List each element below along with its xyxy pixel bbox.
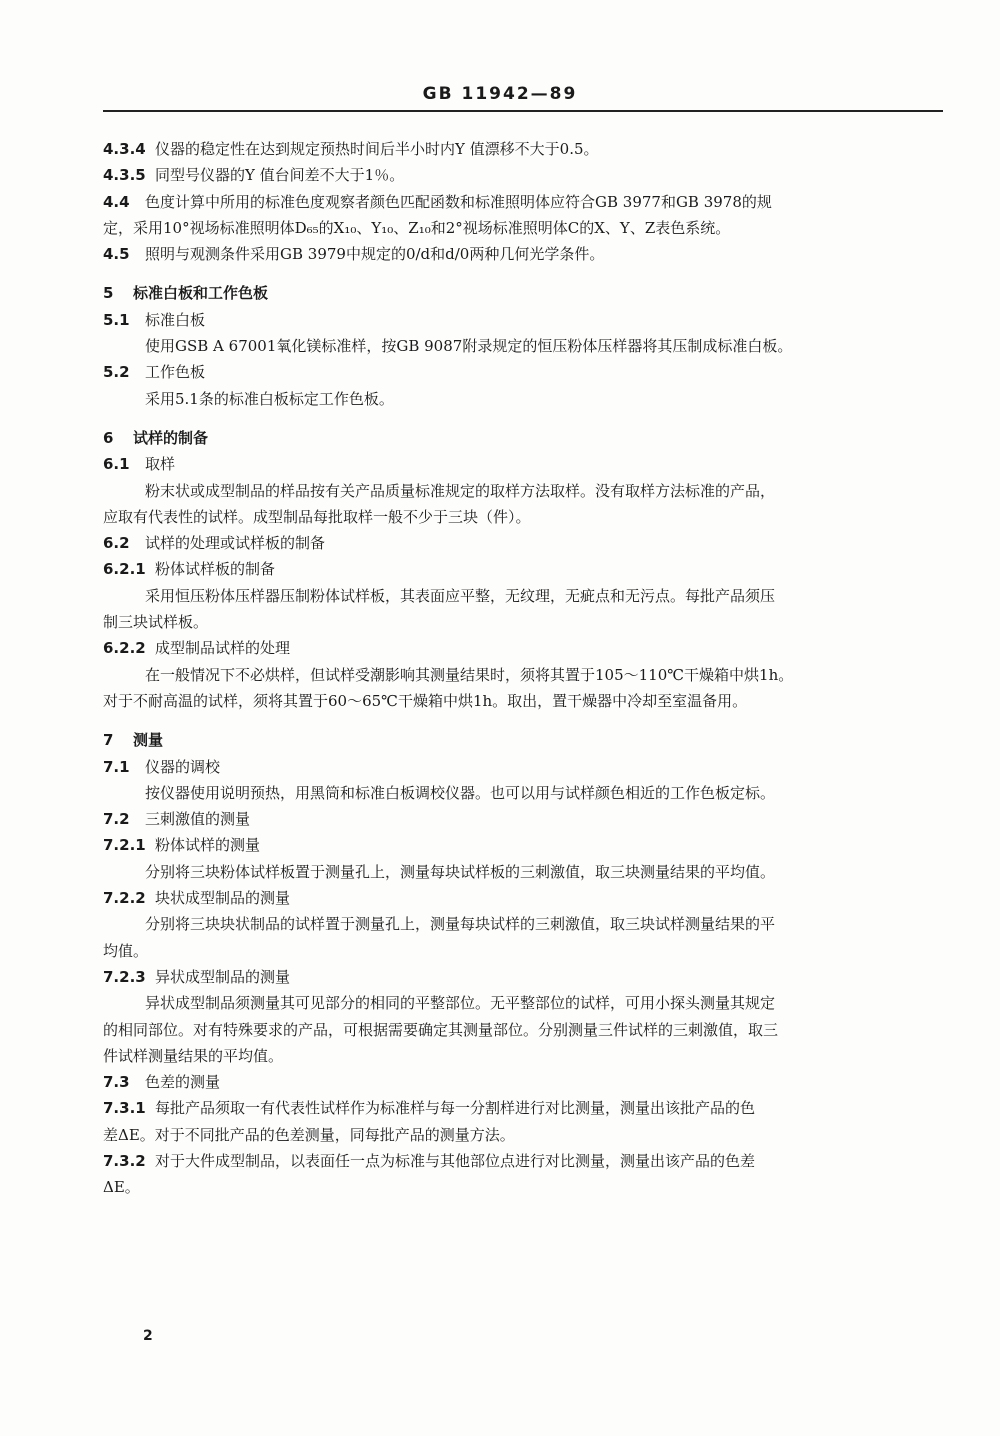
text-line [103,215,943,241]
clause-text: 异状成型制品的测量 [155,967,291,986]
clause-text: 块状成型制品的测量 [155,889,291,908]
text-line [103,990,943,1016]
standard-code-header: GB 11942—89 [422,84,578,104]
text-line [103,780,943,806]
section-gap [103,267,943,280]
clause-text: 均值。 [103,941,149,960]
clause-number: 6.1 [103,455,130,474]
clause-number: 5 [103,284,114,303]
clause-number: 7.2.3 [103,967,146,986]
text-line [103,556,943,582]
text-line [103,1095,943,1121]
text-line [103,307,943,333]
clause-text: 采用5.1条的标准白板标定工作色板。 [145,389,394,408]
header-rule [103,110,943,112]
text-line [103,635,943,661]
clause-text: 分别将三块粉体试样板置于测量孔上，测量每块试样板的三刺激值，取三块测量结果的平均值。 [145,862,776,881]
clause-text: 在一般情况下不必烘样，但试样受潮影响其测量结果时，须将其置于105～110℃干燥箱中烘1h。 [145,665,794,684]
clause-text: 异状成型制品须测量其可见部分的相同的平整部位。无平整部位的试样，可用小探头测量其规定 [145,994,776,1013]
clause-number: 7 [103,731,114,750]
clause-number: 7.3 [103,1073,130,1092]
clause-text: 工作色板 [145,363,206,382]
clause-text: 仪器的稳定性在达到规定预热时间后半小时内Y 值漂移不大于0.5。 [155,140,599,158]
clause-number: 7.2 [103,810,130,829]
clause-text: 测量 [133,731,164,750]
text-line [103,911,943,937]
clause-text: 取样 [145,455,176,474]
document-body [103,136,943,1201]
text-line [103,530,943,556]
text-line [103,583,943,609]
clause-text: 粉体试样的测量 [155,836,261,855]
text-line [103,451,943,477]
text-line [103,478,943,504]
section-gap [103,412,943,425]
text-line [103,885,943,911]
text-line [103,609,943,635]
clause-text: 分别将三块块状制品的试样置于测量孔上，测量每块试样的三刺激值，取三块试样测量结果的平 [145,915,776,934]
clause-text: 粉体试样板的制备 [155,560,276,579]
text-line [103,859,943,885]
clause-text: 色度计算中所用的标准色度观察者颜色匹配函数和标准照明体应符合GB 3977和GB 3978的规 [145,192,772,211]
clause-text: 粉末状或成型制品的样品按有关产品质量标准规定的取样方法取样。没有取样方法标准的产品， [145,481,776,500]
clause-number: 7.3.1 [103,1099,146,1118]
clause-text: 每批产品须取一有代表性试样作为标准样与每一分割样进行对比测量，测量出该批产品的色 [155,1099,756,1118]
text-line [103,504,943,530]
clause-number: 7.2.1 [103,836,146,855]
text-line [103,386,943,412]
clause-text: 制三块试样板。 [103,613,209,632]
text-line [103,688,943,714]
clause-number: 7.1 [103,757,130,776]
text-line [103,333,943,359]
clause-number: 4.3.4 [103,140,146,158]
clause-number: 6 [103,428,114,447]
clause-text: 应取有代表性的试样。成型制品每批取样一般不少于三块（件）。 [103,507,531,526]
clause-text: 的相同部位。对有特殊要求的产品，可根据需要确定其测量部位。分别测量三件试样的三刺激值，取三 [103,1020,779,1039]
clause-text: 件试样测量结果的平均值。 [103,1046,284,1065]
text-line [103,938,943,964]
text-line [103,1069,943,1095]
clause-text: 同型号仪器的Y 值台间差不大于1％。 [155,166,405,185]
text-line [103,359,943,385]
text-line [103,1043,943,1069]
section-heading [103,727,943,753]
clause-text: 差ΔE。对于不同批产品的色差测量，同每批产品的测量方法。 [103,1125,515,1144]
section-heading [103,280,943,306]
clause-text: 对于大件成型制品，以表面任一点为标准与其他部位点进行对比测量，测量出该产品的色差 [155,1151,756,1170]
clause-number: 7.3.2 [103,1151,146,1170]
text-line [103,162,943,188]
clause-text: 试样的处理或试样板的制备 [145,534,326,553]
clause-number: 4.3.5 [103,166,146,185]
text-line [103,189,943,215]
text-line [103,1017,943,1043]
text-line [103,241,943,267]
clause-text: 色差的测量 [145,1073,221,1092]
section-gap [103,714,943,727]
clause-number: 5.1 [103,310,130,329]
clause-text: 成型制品试样的处理 [155,639,291,658]
text-line [103,1148,943,1174]
text-line [103,806,943,832]
clause-number: 5.2 [103,363,130,382]
page-number: 2 [143,1328,153,1344]
text-line [103,1174,943,1200]
clause-text: 照明与观测条件采用GB 3979中规定的0/d和d/0两种几何光学条件。 [145,245,605,264]
text-line [103,754,943,780]
clause-text: 采用恒压粉体压样器压制粉体试样板，其表面应平整，无纹理，无疵点和无污点。每批产品须压 [145,586,776,605]
clause-number: 6.2.1 [103,560,146,579]
clause-number: 4.4 [103,192,130,211]
clause-text: 标准白板 [145,310,206,329]
clause-number: 7.2.2 [103,889,146,908]
clause-text: 对于不耐高温的试样，须将其置于60～65℃干燥箱中烘1h。取出，置干燥器中冷却至室温备用。 [103,691,748,710]
text-line [103,832,943,858]
text-line [103,1122,943,1148]
section-heading [103,425,943,451]
text-line [103,964,943,990]
clause-number: 6.2 [103,534,130,553]
clause-text: ΔE。 [103,1178,140,1197]
clause-text: 按仪器使用说明预热，用黑筒和标准白板调校仪器。也可以用与试样颜色相近的工作色板定标。 [145,783,776,802]
text-line [103,136,943,162]
clause-number: 6.2.2 [103,639,146,658]
clause-text: 使用GSB A 67001氧化镁标准样，按GB 9087附录规定的恒压粉体压样器将其压制成标准白板。 [145,337,793,356]
clause-text: 试样的制备 [133,428,209,447]
clause-text: 定，采用10°视场标准照明体D₆₅的X₁₀、Y₁₀、Z₁₀和2°视场标准照明体C的X、Y、Z表色系统。 [103,218,731,237]
clause-text: 仪器的调校 [145,757,221,776]
clause-text: 标准白板和工作色板 [133,284,269,303]
clause-number: 4.5 [103,245,130,264]
text-line [103,662,943,688]
clause-text: 三刺激值的测量 [145,810,251,829]
